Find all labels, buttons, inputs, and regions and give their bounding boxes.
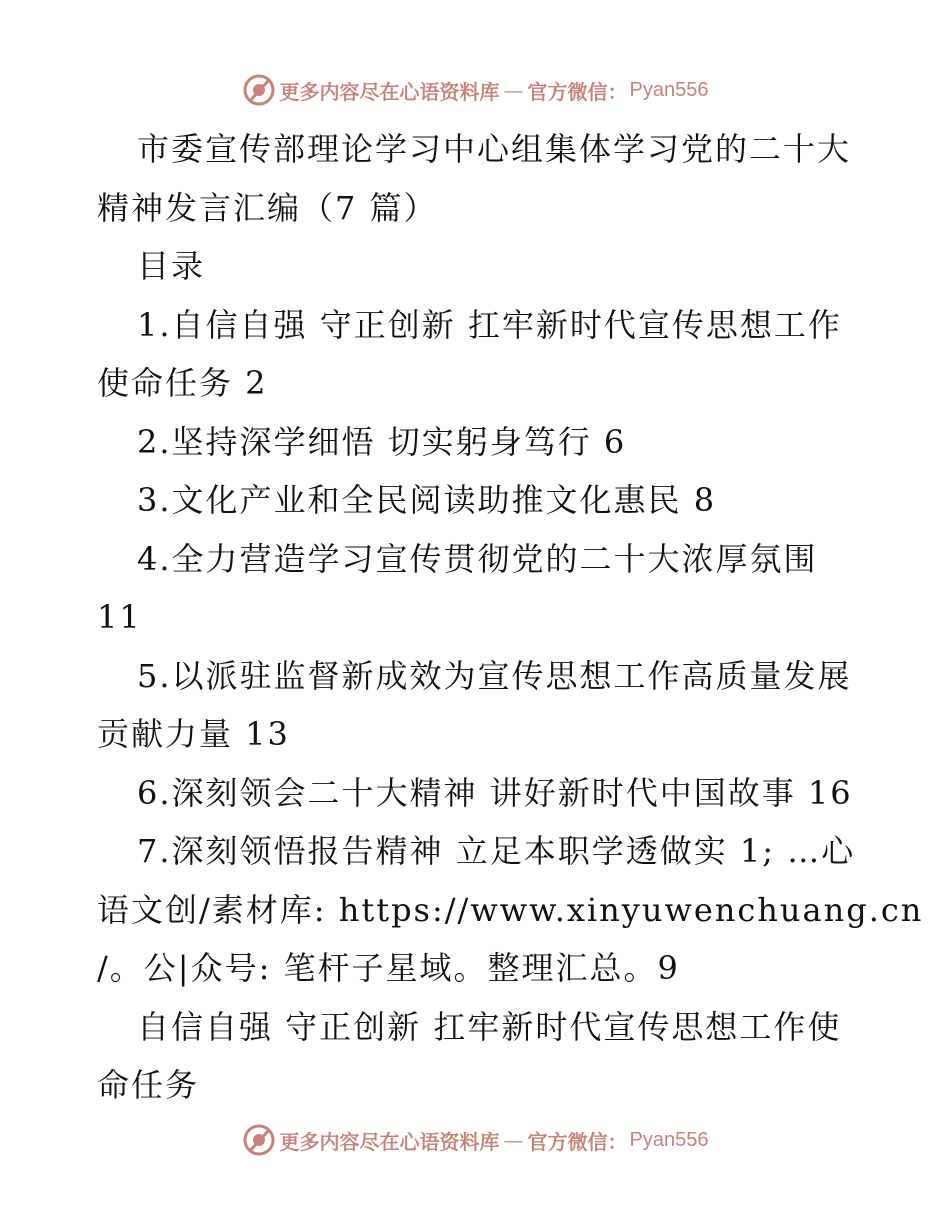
toc-item-4-cont[interactable]: 11 (97, 598, 142, 636)
toc-item-7-cont[interactable]: 语文创/素材库: https://www.xinyuwenchuang.cn (97, 890, 924, 929)
watermark-dash: — (503, 1128, 524, 1152)
toc-item-7[interactable]: 7.深刻领悟报告精神 立足本职学透做实 1; …心 (137, 832, 856, 870)
watermark-brand: 更多内容尽在心语资料库 (279, 79, 500, 104)
footer-watermark (0, 1120, 950, 1160)
watermark-brand: 更多内容尽在心语资料库 (279, 1129, 500, 1154)
toc-item-2[interactable]: 2.坚持深学细悟 切实躬身笃行 6 (137, 422, 627, 461)
header-watermark (0, 70, 950, 110)
toc-item-4[interactable]: 4.全力营造学习宣传贯彻党的二十大浓厚氛围 (137, 539, 818, 578)
document-title: 市委宣传部理论学习中心组集体学习党的二十大 (137, 130, 852, 168)
toc-item-7-cont2[interactable]: /。公|众号: 笔杆子星域。整理汇总。9 (97, 949, 680, 987)
brand-logo-icon (242, 73, 276, 107)
watermark-wechat-label: 官方微信： (527, 79, 628, 104)
toc-item-3[interactable]: 3.文化产业和全民阅读助推文化惠民 8 (137, 481, 717, 519)
watermark-wechat-label: 官方微信： (527, 1129, 628, 1154)
section-title: 自信自强 守正创新 扛牢新时代宣传思想工作使 (137, 1007, 842, 1046)
toc-item-6[interactable]: 6.深刻领会二十大精神 讲好新时代中国故事 16 (137, 773, 853, 812)
section-title-cont: 命任务 (97, 1066, 200, 1104)
toc-item-5[interactable]: 5.以派驻监督新成效为宣传思想工作高质量发展 (137, 656, 852, 695)
toc-item-5-cont[interactable]: 贡献力量 13 (97, 715, 290, 753)
watermark-dash: — (503, 78, 524, 102)
brand-logo-icon (242, 1123, 276, 1157)
toc-item-1-cont[interactable]: 使命任务 2 (97, 364, 268, 402)
toc-heading: 目录 (137, 247, 206, 285)
document-title-cont: 精神发言汇编（7 篇） (97, 188, 438, 227)
document-body (97, 120, 924, 1115)
watermark-wechat-id: Pyan556 (629, 78, 709, 101)
watermark-wechat-id: Pyan556 (629, 1128, 709, 1151)
toc-item-1[interactable]: 1.自信自强 守正创新 扛牢新时代宣传思想工作 (137, 305, 842, 344)
